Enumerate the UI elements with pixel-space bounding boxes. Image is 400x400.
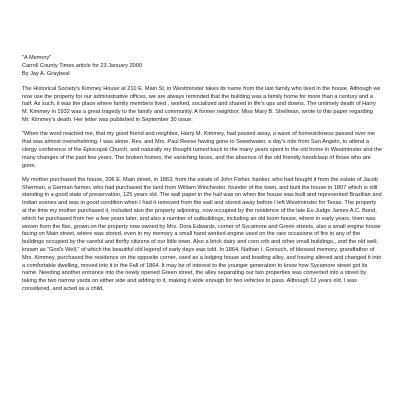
article-byline: By Jay A. Graybeal <box>22 70 70 77</box>
article-source: Carroll County Times article for 23 January 2000 <box>22 62 143 69</box>
paragraph-house-history: My mother purchased the house, 206 E. Main street, in 1863, from the estate of John Fisher, banker, who had bought it from the estate of Jacob Sherman, a German farmer, who had purchased the land from William Winchester, founder of the town, and built the house in 1807 which is still standing in a good state of preservation, 125 years old. The wall paper in the hall was on when the house was built and represented Brazilian and Indian scenes and was in good condition when I had it removed from the wall and stored away before I left Westminster for Texas. The property at the time my mother purchased it, included also the property adjoining, now occupied by the residence of the late Ex-Judge James A.C. Bond, which he purchased from her a few years later, and also a number of outbuildings, including an old loom house, where in early years, linen was woven from the flax, grown on the property now owned by Mrs. Dora Edwards, corner of Sycamore and Green streets, also a small engine house facing on Main street, where was stored, even in my memory a small hand worked engine used on the rare occasions of fire in any of the buildings occupied by the careful and thrifty citizens of our little town. Also a brick dairy and corn crib and other small buildings,, and the old well, known as "God's Well," of which the beautiful old legend of early days was told. In 1864, Nathan I. Gorsuch, of blessed memory, grandfather of Mrs. Kimmey, purchased the residence on the opposite corner, used as a lodging house and bowling alley, and having altered and changed it into a comfortable dwelling, moved into it in the Fall of 1864. It may be of interest to the younger generation to know how Sycamore street got its name. Needing another entrance into the newly opened Green street, the alley separating our two properties was converted into a street by taking the two narrow yards on either side and adding to it, making it wide enough for two vehicles to pass. Although 12 years old, I was considered, and acted as a child, <box>22 176 382 293</box>
paragraph-letter-opening: "When the word reached me, that my good friend and neighbor, Harry M. Kimmey, had passed away, a wave of homesickness passed over me that was almost overwhelming. I was alone, Rev. and Mrs. Paul Reese having gone to Sweetwater, a day's ride from San Angelo, to attend a clergy conference of the Episcopal Church, and naturally my thought turned back to the many years spent in the old home in Westminster and the many changes of the past few years. The broken homes, the vanishing faces, and the absence of the old friendly handclasp of those who are gone. <box>22 131 382 169</box>
article-body <box>22 55 382 300</box>
paragraph-intro: The Historical Society's Kimmey House at 210 E. Main St. in Westminster takes its name from the last family who lived in the house. Although we now use the property for our administrative offices, we are always reminded that the building was a family home for more than a century and a half. As such, it was the place where family members lived , worked, socialized and shared in life's ups and downs. The untimely death of Harry M. Kimmey in 1932 was a great tragedy to the family and community. A former neighbor, Miss Mary B. Shellman, wrote to this paper regarding Mr. Kimmey's death. Her letter was published in September 30 issue: <box>22 85 381 124</box>
article-title: "A Memory" <box>22 55 52 61</box>
